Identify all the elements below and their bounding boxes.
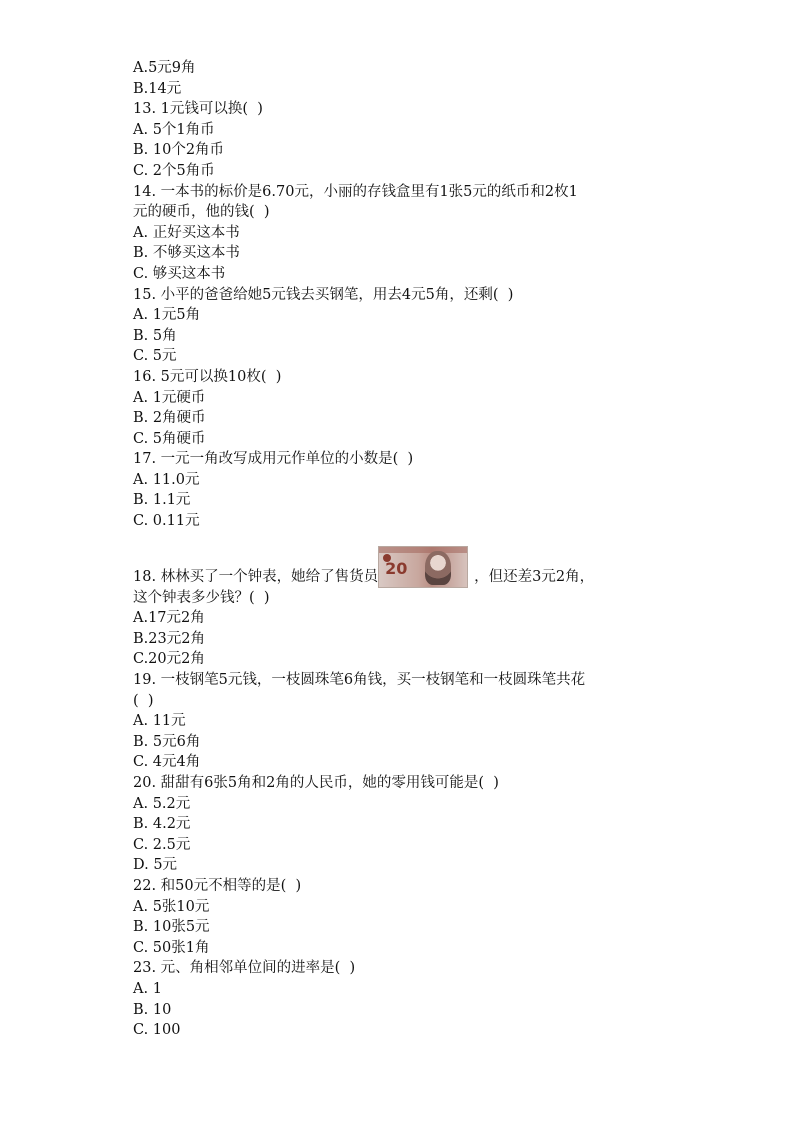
text-line: C. 50张1角 [133,939,210,956]
text-line: 16. 5元可以换10枚( ) [133,368,282,385]
text-line: B. 不够买这本书 [133,245,240,262]
text-line: C. 5元 [133,348,177,365]
text-line: A. 11元 [133,713,186,730]
text-line: 15. 小平的爸爸给她5元钱去买钢笔，用去4元5角，还剩( ) [133,286,514,303]
question-18-suffix: ，但还差3元2角， [474,569,595,586]
question-18-stem [133,540,673,588]
text-line: D. 5元 [133,857,178,874]
text-line: A. 正好买这本书 [133,224,240,241]
text-line: 元的硬币，他的钱( ) [133,204,270,221]
text-line: C. 4元4角 [133,754,201,771]
question-block-18-23 [133,588,673,1041]
text-line: B. 5角 [133,327,177,344]
text-line: 14. 一本书的标价是6.70元，小丽的存钱盒里有1张5元的纸币和2枚1 [133,183,578,200]
portrait-icon [425,551,451,585]
text-line: B.23元2角 [133,630,205,647]
text-line: 19. 一枝钢笔5元钱，一枝圆珠笔6角钱，买一枝钢笔和一枝圆珠笔共花 [133,672,586,689]
text-line: B. 1.1元 [133,492,191,509]
question-18-prefix: 18. 林林买了一个钟表，她给了售货员 [133,569,379,586]
text-line: A. 1元硬币 [133,389,206,406]
text-line: A. 1元5角 [133,307,201,324]
text-line: C. 0.11元 [133,513,200,530]
text-line: C.20元2角 [133,651,205,668]
text-line: ( ) [133,692,154,709]
text-line: 22. 和50元不相等的是( ) [133,877,302,894]
text-line: A. 5个1角币 [133,121,215,138]
text-line: 17. 一元一角改写成用元作单位的小数是( ) [133,451,414,468]
text-line: A. 1 [133,980,162,997]
text-line: C. 2.5元 [133,836,191,853]
text-line: A. 11.0元 [133,471,200,488]
text-line: A. 5.2元 [133,795,191,812]
text-line: B. 2角硬币 [133,410,206,427]
text-line: 这个钟表多少钱？( ) [133,589,270,606]
text-line: B. 10张5元 [133,919,210,936]
text-line: A.5元9角 [133,60,196,76]
text-line: C. 2个5角币 [133,162,215,179]
text-line: B. 10个2角币 [133,142,225,159]
question-block-13-17 [133,58,673,532]
worksheet [133,58,673,1041]
text-line: B.14元 [133,80,182,97]
banknote-header-band [379,547,467,553]
text-line: B. 5元6角 [133,733,201,750]
text-line: 20. 甜甜有6张5角和2角的人民币，她的零用钱可能是( ) [133,775,499,791]
spacer [133,532,673,540]
text-line: 13. 1元钱可以换( ) [133,101,263,118]
text-line: A.17元2角 [133,610,205,627]
text-line: A. 5张10元 [133,898,210,915]
text-line: B. 10 [133,1001,172,1018]
text-line: C. 100 [133,1022,181,1039]
text-line: B. 4.2元 [133,816,191,833]
banknote-value: 20 [385,558,408,578]
twenty-yuan-banknote-image [378,546,468,588]
text-line: 23. 元、角相邻单位间的进率是( ) [133,960,356,977]
text-line: C. 够买这本书 [133,265,226,282]
text-line: C. 5角硬币 [133,430,206,447]
